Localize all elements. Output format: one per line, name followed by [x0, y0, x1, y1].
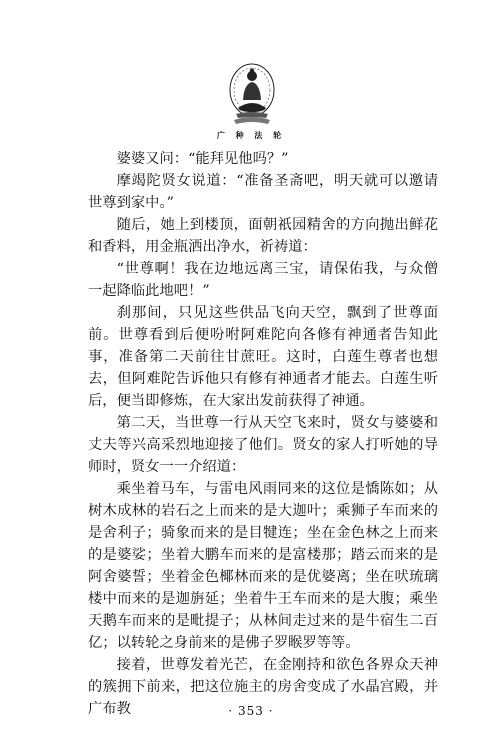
paragraph: 摩竭陀贤女说道：“准备圣斋吧，明天就可以邀请世尊到家中。”: [88, 173, 438, 211]
page-number: · 353 ·: [228, 704, 274, 718]
seated-buddha-icon: [226, 62, 278, 130]
paragraph: 第二天，当世尊一行从天空飞来时，贤女与婆婆和丈夫等兴高采烈地迎接了他们。贤女的家人打听她的导师时，贤女一一介绍道：: [88, 415, 438, 475]
paragraph: 刹那间，只见这些供品飞向天空，飘到了世尊面前。世尊看到后便吩咐阿难陀向各修有神通者告知此事，准备第二天前往甘蔗旺。这时，白莲生尊者也想去，但阿难陀告诉他只有修有神通者才能去。白莲生听后，便当即修炼，在大家出发前获得了神通。: [88, 305, 438, 409]
paragraph: 接着，世尊发着光芒，在金刚持和欲色各界众天神的簇拥下前来，把这位施主的房舍变成了水晶宫殿，并广布教: [88, 657, 438, 717]
paragraph: 随后，她上到楼顶，面朝祇园精舍的方向抛出鲜花和香料，用金瓶洒出净水，祈祷道：: [88, 217, 438, 255]
paragraph: “世尊啊！我在边地远离三宝，请保佑我，与众僧一起降临此地吧！”: [88, 261, 438, 299]
body-text: [88, 148, 438, 720]
paragraph: 乘坐着马车，与雷电风雨同来的这位是憍陈如；从树木成林的岩石之上而来的是大迦叶；乘狮子车而来的是舍利子；骑象而来的是目犍连；坐在金色林之上而来的是婆娑；坐着大鹏车而来的是富楼那；踏云而来的是阿舍婆誓；坐着金色椰林而来的是优婆离；坐在吠琉璃楼中而来的是迦旃延；坐着牛王车而来的是大腹；乘坐天鹅车而来的是毗提子；从林间走过来的是牛宿生二百亿；以转轮之身前来的是佛子罗睺罗等等。: [88, 481, 438, 651]
header-caption: 广 种 法 轮: [216, 130, 286, 140]
paragraph: 婆婆又问：“能拜见他吗？”: [116, 151, 289, 167]
